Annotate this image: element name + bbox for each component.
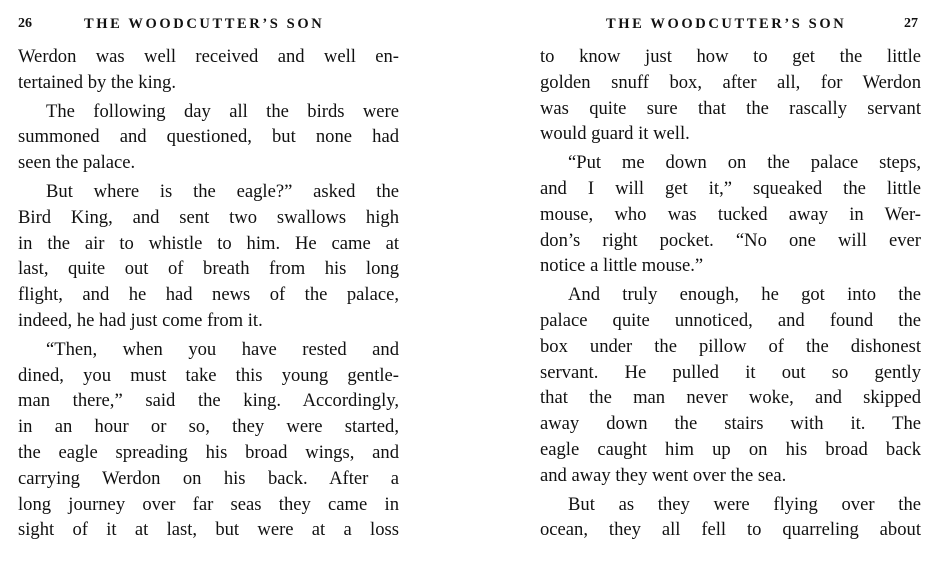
text-line: the eagle spreading his broad wings, and bbox=[18, 441, 399, 463]
text-line: “Then, when you have rested and bbox=[46, 338, 399, 360]
text-line: and away they went over the sea. bbox=[540, 464, 787, 486]
text-line: ocean, they all fell to quarreling about bbox=[540, 519, 921, 541]
text-line: away down the stairs with it. The bbox=[540, 413, 921, 435]
text-line: servant. He pulled it out so gently bbox=[540, 361, 921, 383]
text-line: But as they were flying over the bbox=[568, 493, 921, 515]
text-line: notice a little mouse.” bbox=[540, 255, 704, 277]
text-line: The following day all the birds were bbox=[46, 100, 399, 122]
text-line: to know just how to get the little bbox=[540, 46, 921, 67]
text-line: carrying Werdon on his back. After a bbox=[18, 467, 399, 489]
page-number-right: 27 bbox=[904, 16, 918, 31]
text-line: palace quite unnoticed, and found the bbox=[540, 309, 921, 331]
text-line: “Put me down on the palace steps, bbox=[568, 152, 921, 174]
text-line: eagle caught him up on his broad back bbox=[540, 438, 921, 460]
left-page bbox=[0, 0, 468, 568]
running-head-right: THE WOODCUTTER’S SON bbox=[606, 16, 847, 32]
text-line: tertained by the king. bbox=[18, 71, 177, 93]
text-line: in the air to whistle to him. He came at bbox=[18, 232, 399, 254]
right-page bbox=[468, 0, 937, 568]
body-text-right bbox=[540, 44, 921, 543]
text-line: summoned and questioned, but none had bbox=[18, 126, 399, 148]
text-line: in an hour or so, they were started, bbox=[18, 416, 399, 438]
text-line: that the man never woke, and skipped bbox=[540, 387, 921, 409]
text-line: last, quite out of breath from his long bbox=[18, 258, 399, 280]
text-line: Bird King, and sent two swallows high bbox=[18, 206, 399, 228]
text-line: seen the palace. bbox=[18, 152, 136, 174]
text-line: And truly enough, he got into the bbox=[568, 284, 921, 306]
text-line: golden snuff box, after all, for Werdon bbox=[540, 71, 921, 93]
text-line: dined, you must take this young gentle- bbox=[18, 364, 399, 386]
text-line: man there,” said the king. Accordingly, bbox=[18, 390, 399, 412]
text-line: was quite sure that the rascally servant bbox=[540, 97, 921, 119]
text-line: long journey over far seas they came in bbox=[18, 493, 399, 515]
running-head-left: THE WOODCUTTER’S SON bbox=[84, 16, 325, 32]
text-line: sight of it at last, but were at a loss bbox=[18, 519, 399, 541]
text-line: would guard it well. bbox=[540, 123, 690, 145]
text-line: indeed, he had just come from it. bbox=[18, 309, 263, 331]
text-line: and I will get it,” squeaked the little bbox=[540, 177, 921, 199]
text-line: don’s right pocket. “No one will ever bbox=[540, 229, 921, 251]
text-line: But where is the eagle?” asked the bbox=[46, 180, 399, 202]
text-line: box under the pillow of the dishonest bbox=[540, 335, 921, 357]
page-number-left: 26 bbox=[18, 16, 32, 31]
text-line: flight, and he had news of the palace, bbox=[18, 284, 399, 306]
text-line: mouse, who was tucked away in Wer- bbox=[540, 203, 921, 225]
text-line: Werdon was well received and well en- bbox=[18, 46, 399, 67]
body-text-left bbox=[18, 44, 399, 543]
